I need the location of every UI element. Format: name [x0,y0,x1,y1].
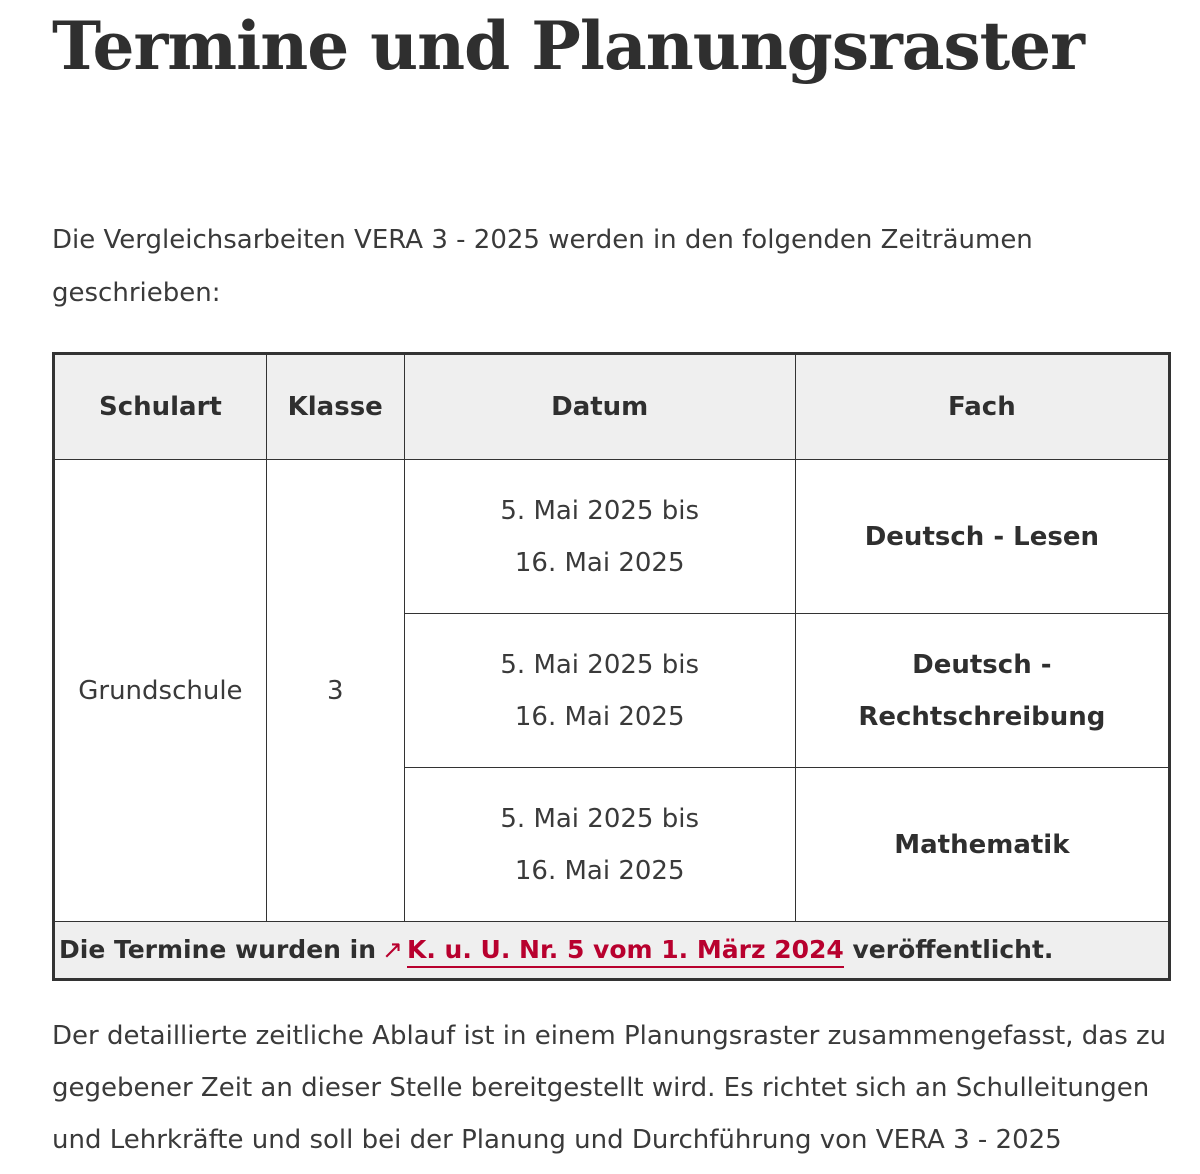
external-link-arrow-icon: ↗ [382,935,403,964]
cell-subject [795,614,1169,768]
date-start: 5. Mai 2025 bis [500,649,700,680]
page-title: Termine und Planungsraster [52,7,1084,85]
cell-subject [795,460,1169,614]
cell-date [404,768,795,922]
subject-text: Deutsch - [912,649,1052,680]
cell-date [404,460,795,614]
cell-klasse: 3 [266,460,404,922]
date-start: 5. Mai 2025 bis [500,803,700,834]
date-end: 16. Mai 2025 [514,855,685,886]
table-header-row [54,354,1170,460]
header-schulart: Schulart [54,354,267,460]
table-row [54,460,1170,614]
schedule-table [52,352,1171,981]
header-datum: Datum [404,354,795,460]
footer-suffix: veröffentlicht. [852,935,1054,964]
date-start: 5. Mai 2025 bis [500,495,700,526]
subject-text: Mathematik [894,829,1070,860]
header-klasse: Klasse [266,354,404,460]
cell-schulart: Grundschule [54,460,267,922]
cell-date [404,614,795,768]
header-fach: Fach [795,354,1169,460]
intro-paragraph: Die Vergleichsarbeiten VERA 3 - 2025 werden in den folgenden Zeiträumen geschrieben: [52,225,1033,308]
table-footer-row [54,922,1170,980]
subject-text-line2: Rechtschreibung [858,701,1106,732]
footer-prefix: Die Termine wurden in [59,935,377,964]
outro-paragraph: Der detaillierte zeitliche Ablauf ist in einem Planungsraster zusammengefasst, das zu gegebener Zeit an dieser Stelle bereitgestellt wird. Es richtet sich an Schulleitungen und Lehrkräfte und soll bei der Planung und Durchführung von VERA 3 - 2025 [52,1021,1167,1155]
table-footer-cell [54,922,1170,980]
kuu-publication-link[interactable]: K. u. U. Nr. 5 vom 1. März 2024 [407,935,844,968]
subject-text: Deutsch - Lesen [864,521,1099,552]
date-end: 16. Mai 2025 [514,701,685,732]
cell-subject [795,768,1169,922]
date-end: 16. Mai 2025 [514,547,685,578]
